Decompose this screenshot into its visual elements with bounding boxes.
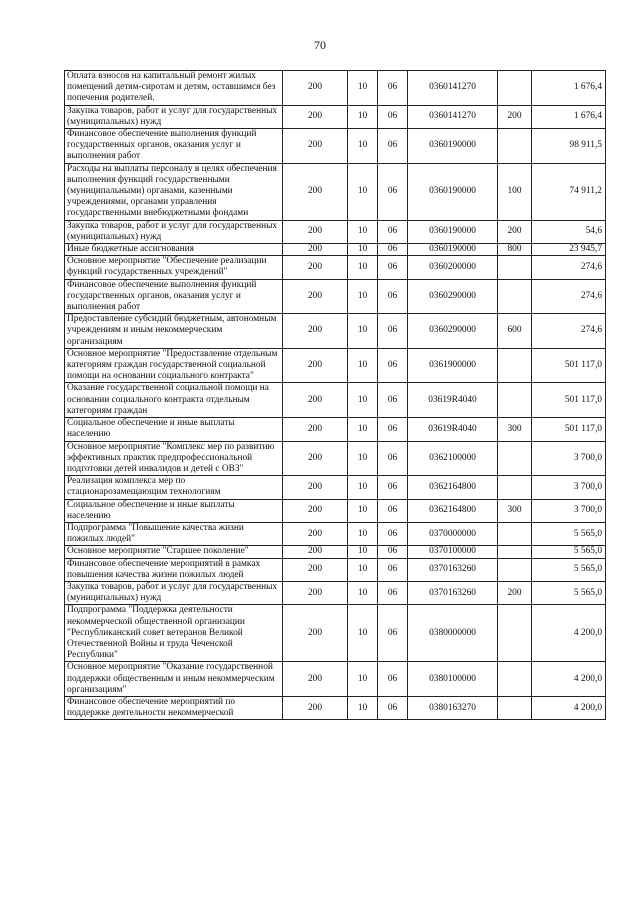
row-target-article-cell: 0360200000: [408, 256, 498, 279]
table-row: [65, 348, 606, 383]
row-code-cell: 200: [283, 418, 348, 441]
row-name-cell: Оплата взносов на капитальный ремонт жилых помещений детям-сиротам и детям, оставшимся без попечения родителей.: [65, 71, 283, 106]
row-section-cell: 10: [348, 163, 378, 220]
row-subsection-cell: 06: [378, 163, 408, 220]
row-section-cell: 10: [348, 546, 378, 558]
budget-table-body: [65, 71, 606, 720]
budget-table: [64, 70, 606, 720]
row-name-cell: Финансовое обеспечение выполнения функций государственных органов, оказания услуг и выполнения работ: [65, 129, 283, 164]
row-amount-cell: 74 911,2: [532, 163, 606, 220]
row-expense-type-cell: 300: [498, 418, 532, 441]
row-name-cell: Закупка товаров, работ и услуг для государственных (муниципальных) нужд: [65, 220, 283, 243]
row-code-cell: 200: [283, 256, 348, 279]
table-row: [65, 314, 606, 349]
row-amount-cell: 3 700,0: [532, 441, 606, 476]
row-expense-type-cell: [498, 279, 532, 314]
row-section-cell: 10: [348, 220, 378, 243]
row-name-cell: Оказание государственной социальной помощи на основании социального контракта отдельным категориям граждан: [65, 383, 283, 418]
row-expense-type-cell: 200: [498, 581, 532, 604]
row-target-article-cell: 0360290000: [408, 279, 498, 314]
row-subsection-cell: 06: [378, 605, 408, 662]
row-expense-type-cell: [498, 256, 532, 279]
row-subsection-cell: 06: [378, 476, 408, 499]
row-name-cell: Иные бюджетные ассигнования: [65, 244, 283, 256]
row-code-cell: 200: [283, 163, 348, 220]
row-section-cell: 10: [348, 558, 378, 581]
row-expense-type-cell: 300: [498, 499, 532, 522]
row-subsection-cell: 06: [378, 441, 408, 476]
row-section-cell: 10: [348, 256, 378, 279]
table-row: [65, 605, 606, 662]
row-section-cell: 10: [348, 279, 378, 314]
row-code-cell: 200: [283, 476, 348, 499]
table-row: [65, 71, 606, 106]
row-expense-type-cell: [498, 522, 532, 545]
row-expense-type-cell: [498, 476, 532, 499]
row-section-cell: 10: [348, 662, 378, 697]
row-expense-type-cell: [498, 558, 532, 581]
row-amount-cell: 274,6: [532, 279, 606, 314]
row-amount-cell: 274,6: [532, 256, 606, 279]
row-target-article-cell: 0380163270: [408, 696, 498, 719]
row-subsection-cell: 06: [378, 348, 408, 383]
row-amount-cell: 4 200,0: [532, 696, 606, 719]
row-subsection-cell: 06: [378, 256, 408, 279]
row-code-cell: 200: [283, 105, 348, 128]
row-subsection-cell: 06: [378, 522, 408, 545]
row-name-cell: Основное мероприятие "Комплекс мер по развитию эффективных практик предпрофессиональной подготовки детей инвалидов и детей с ОВЗ": [65, 441, 283, 476]
row-name-cell: Социальное обеспечение и иные выплаты населению: [65, 418, 283, 441]
row-section-cell: 10: [348, 581, 378, 604]
row-target-article-cell: 0360141270: [408, 71, 498, 106]
row-name-cell: Закупка товаров, работ и услуг для государственных (муниципальных) нужд: [65, 105, 283, 128]
row-target-article-cell: 03619R4040: [408, 418, 498, 441]
row-section-cell: 10: [348, 105, 378, 128]
row-subsection-cell: 06: [378, 105, 408, 128]
row-code-cell: 200: [283, 129, 348, 164]
row-target-article-cell: 0370163260: [408, 558, 498, 581]
page-number: 70: [314, 38, 326, 52]
row-subsection-cell: 06: [378, 581, 408, 604]
table-row: [65, 163, 606, 220]
row-section-cell: 10: [348, 418, 378, 441]
row-target-article-cell: 0362164800: [408, 499, 498, 522]
row-section-cell: 10: [348, 244, 378, 256]
row-target-article-cell: 0360190000: [408, 220, 498, 243]
row-subsection-cell: 06: [378, 71, 408, 106]
row-expense-type-cell: 200: [498, 220, 532, 243]
row-expense-type-cell: [498, 441, 532, 476]
table-row: [65, 244, 606, 256]
row-section-cell: 10: [348, 522, 378, 545]
row-code-cell: 200: [283, 314, 348, 349]
row-section-cell: 10: [348, 696, 378, 719]
row-subsection-cell: 06: [378, 499, 408, 522]
row-expense-type-cell: [498, 348, 532, 383]
row-name-cell: Финансовое обеспечение мероприятий в рамках повышения качества жизни пожилых людей: [65, 558, 283, 581]
row-amount-cell: 5 565,0: [532, 581, 606, 604]
row-code-cell: 200: [283, 499, 348, 522]
table-row: [65, 129, 606, 164]
row-subsection-cell: 06: [378, 129, 408, 164]
row-target-article-cell: 0380000000: [408, 605, 498, 662]
row-subsection-cell: 06: [378, 220, 408, 243]
row-target-article-cell: 0370163260: [408, 581, 498, 604]
row-section-cell: 10: [348, 605, 378, 662]
row-name-cell: Закупка товаров, работ и услуг для государственных (муниципальных) нужд: [65, 581, 283, 604]
row-name-cell: Финансовое обеспечение выполнения функций государственных органов, оказания услуг и выполнения работ: [65, 279, 283, 314]
table-row: [65, 279, 606, 314]
row-amount-cell: 23 945,7: [532, 244, 606, 256]
row-amount-cell: 4 200,0: [532, 662, 606, 697]
row-amount-cell: 3 700,0: [532, 476, 606, 499]
row-expense-type-cell: 100: [498, 163, 532, 220]
row-name-cell: Расходы на выплаты персоналу в целях обеспечения выполнения функций государственными (муниципальными) органами, казенными учреждениями, органами управления государственными внебюджетными фондами: [65, 163, 283, 220]
row-target-article-cell: 0360190000: [408, 129, 498, 164]
row-name-cell: Основное мероприятие "Старшее поколение": [65, 546, 283, 558]
row-expense-type-cell: 800: [498, 244, 532, 256]
row-section-cell: 10: [348, 383, 378, 418]
row-amount-cell: 98 911,5: [532, 129, 606, 164]
table-row: [65, 522, 606, 545]
table-row: [65, 476, 606, 499]
row-expense-type-cell: [498, 546, 532, 558]
table-row: [65, 662, 606, 697]
row-code-cell: 200: [283, 558, 348, 581]
row-target-article-cell: 0360190000: [408, 163, 498, 220]
table-row: [65, 558, 606, 581]
row-subsection-cell: 06: [378, 558, 408, 581]
row-amount-cell: 274,6: [532, 314, 606, 349]
row-section-cell: 10: [348, 499, 378, 522]
row-name-cell: Основное мероприятие "Оказание государственной поддержки общественным и иным некоммерческим организациям": [65, 662, 283, 697]
row-code-cell: 200: [283, 244, 348, 256]
row-amount-cell: 5 565,0: [532, 546, 606, 558]
row-code-cell: 200: [283, 71, 348, 106]
table-row: [65, 220, 606, 243]
row-subsection-cell: 06: [378, 418, 408, 441]
row-expense-type-cell: 600: [498, 314, 532, 349]
row-code-cell: 200: [283, 696, 348, 719]
row-amount-cell: 5 565,0: [532, 522, 606, 545]
row-expense-type-cell: [498, 605, 532, 662]
row-amount-cell: 3 700,0: [532, 499, 606, 522]
row-target-article-cell: 0380100000: [408, 662, 498, 697]
row-target-article-cell: 03619R4040: [408, 383, 498, 418]
row-target-article-cell: 0360141270: [408, 105, 498, 128]
row-amount-cell: 501 117,0: [532, 348, 606, 383]
row-section-cell: 10: [348, 441, 378, 476]
row-section-cell: 10: [348, 129, 378, 164]
row-code-cell: 200: [283, 662, 348, 697]
row-amount-cell: 501 117,0: [532, 418, 606, 441]
row-amount-cell: 1 676,4: [532, 71, 606, 106]
table-row: [65, 581, 606, 604]
row-expense-type-cell: [498, 129, 532, 164]
row-expense-type-cell: 200: [498, 105, 532, 128]
row-amount-cell: 1 676,4: [532, 105, 606, 128]
row-target-article-cell: 0370000000: [408, 522, 498, 545]
row-subsection-cell: 06: [378, 383, 408, 418]
row-amount-cell: 54,6: [532, 220, 606, 243]
row-subsection-cell: 06: [378, 662, 408, 697]
row-name-cell: Подпрограмма "Повышение качества жизни пожилых людей": [65, 522, 283, 545]
table-row: [65, 441, 606, 476]
row-subsection-cell: 06: [378, 244, 408, 256]
table-row: [65, 499, 606, 522]
row-section-cell: 10: [348, 71, 378, 106]
row-name-cell: Реализация комплекса мер по стационарозамещающим технологиям: [65, 476, 283, 499]
table-row: [65, 418, 606, 441]
row-target-article-cell: 0362164800: [408, 476, 498, 499]
row-expense-type-cell: [498, 696, 532, 719]
row-name-cell: Социальное обеспечение и иные выплаты населению: [65, 499, 283, 522]
row-target-article-cell: 0362100000: [408, 441, 498, 476]
row-name-cell: Основное мероприятие "Предоставление отдельным категориям граждан государственной социальной помощи на основании социального контракта": [65, 348, 283, 383]
table-row: [65, 546, 606, 558]
row-expense-type-cell: [498, 383, 532, 418]
row-target-article-cell: 0361900000: [408, 348, 498, 383]
row-code-cell: 200: [283, 522, 348, 545]
table-row: [65, 383, 606, 418]
row-code-cell: 200: [283, 581, 348, 604]
row-code-cell: 200: [283, 605, 348, 662]
row-code-cell: 200: [283, 546, 348, 558]
row-name-cell: Предоставление субсидий бюджетным, автономным учреждениям и иным некоммерческим организациям: [65, 314, 283, 349]
row-target-article-cell: 0370100000: [408, 546, 498, 558]
row-target-article-cell: 0360190000: [408, 244, 498, 256]
row-target-article-cell: 0360290000: [408, 314, 498, 349]
row-subsection-cell: 06: [378, 546, 408, 558]
row-subsection-cell: 06: [378, 279, 408, 314]
row-expense-type-cell: [498, 662, 532, 697]
row-amount-cell: 4 200,0: [532, 605, 606, 662]
row-section-cell: 10: [348, 348, 378, 383]
row-section-cell: 10: [348, 476, 378, 499]
row-code-cell: 200: [283, 383, 348, 418]
table-row: [65, 105, 606, 128]
row-section-cell: 10: [348, 314, 378, 349]
row-code-cell: 200: [283, 348, 348, 383]
table-row: [65, 256, 606, 279]
row-code-cell: 200: [283, 220, 348, 243]
row-subsection-cell: 06: [378, 314, 408, 349]
row-name-cell: Финансовое обеспечение мероприятий по поддержке деятельности некоммерческой: [65, 696, 283, 719]
row-subsection-cell: 06: [378, 696, 408, 719]
row-name-cell: Основное мероприятие "Обеспечение реализации функций государственных учреждений": [65, 256, 283, 279]
row-code-cell: 200: [283, 441, 348, 476]
row-amount-cell: 501 117,0: [532, 383, 606, 418]
row-code-cell: 200: [283, 279, 348, 314]
row-name-cell: Подпрограмма "Поддержка деятельности некоммерческой общественной организации "Республиканский совет ветеранов Великой Отечественной Войны и труда Чеченской Республики": [65, 605, 283, 662]
row-expense-type-cell: [498, 71, 532, 106]
table-row: [65, 696, 606, 719]
row-amount-cell: 5 565,0: [532, 558, 606, 581]
